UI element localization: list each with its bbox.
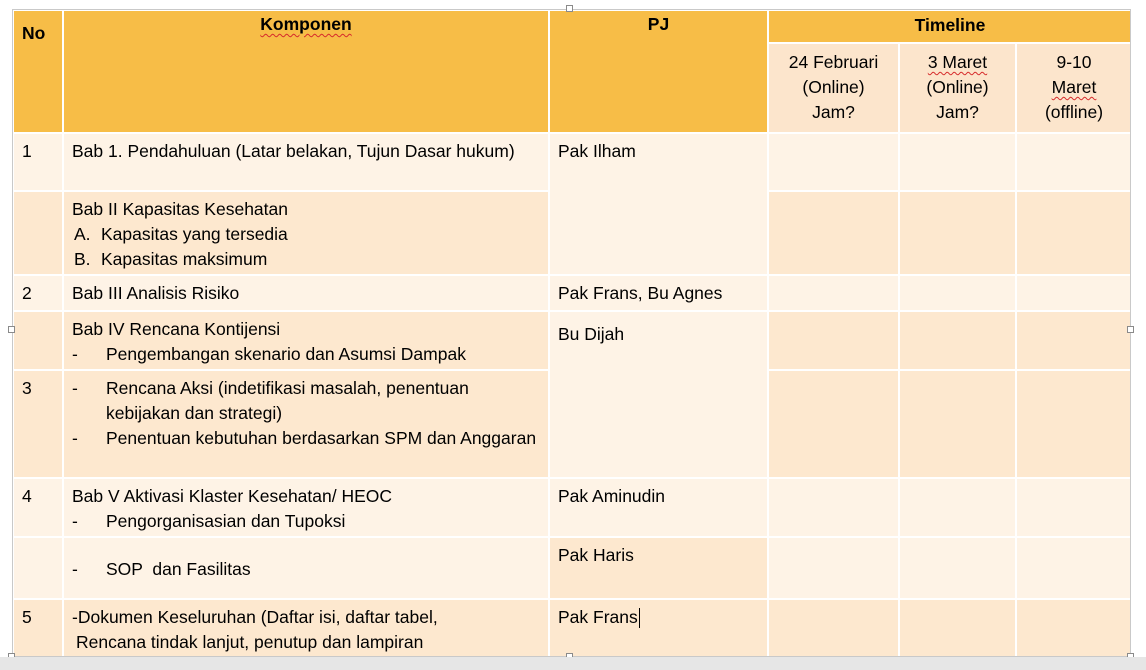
header-no: No: [13, 10, 63, 133]
row-no: 5: [13, 599, 63, 659]
pj-cell[interactable]: Bu Dijah: [549, 311, 768, 478]
window-bottom-edge: [0, 657, 1146, 670]
section-title: Bab IV Rencana Kontijensi: [72, 319, 281, 339]
resize-handle-top[interactable]: [566, 5, 573, 12]
table-selection-frame: [12, 9, 1131, 657]
list-item: - SOP dan Fasilitas: [72, 559, 251, 579]
pj-cell[interactable]: Pak Ilham: [549, 133, 768, 275]
resize-handle-left[interactable]: [8, 326, 15, 333]
pj-cell[interactable]: Pak Frans, Bu Agnes: [549, 275, 768, 311]
komponen-cell[interactable]: -Dokumen Keseluruhan (Daftar isi, daftar tabel, Rencana tindak lanjut, penutup dan lampiran: [63, 599, 549, 659]
list-item: - Pengembangan skenario dan Asumsi Dampak: [72, 344, 466, 364]
section-title: Bab V Aktivasi Klaster Kesehatan/ HEOC: [72, 486, 393, 506]
header-timeline: Timeline: [768, 10, 1132, 43]
komponen-cell[interactable]: Bab 1. Pendahuluan (Latar belakan, Tujun Dasar hukum): [63, 133, 549, 191]
header-pj: PJ: [549, 10, 768, 133]
list-item: - Rencana Aksi (indetifikasi masalah, penentuan kebijakan dan strategi): [72, 378, 469, 423]
list-item: - Pengorganisasian dan Tupoksi: [72, 511, 346, 531]
resize-handle-right[interactable]: [1127, 326, 1134, 333]
header-date-1: 24 Februari (Online) Jam?: [768, 43, 899, 133]
row-no: 1: [13, 133, 63, 191]
row-no: 4: [13, 478, 63, 537]
pj-cell[interactable]: Pak Haris: [549, 537, 768, 599]
row-no: 2: [13, 275, 63, 311]
row-no: 3: [13, 370, 63, 478]
pj-cell[interactable]: Pak Frans: [549, 599, 768, 659]
list-item: - Penentuan kebutuhan berdasarkan SPM dan Anggaran: [72, 428, 537, 448]
section-title: Bab II Kapasitas Kesehatan: [72, 199, 288, 219]
pj-cell[interactable]: Pak Aminudin: [549, 478, 768, 537]
header-komponen: Komponen: [63, 10, 549, 133]
list-item: A. Kapasitas yang tersedia: [74, 224, 288, 244]
list-item: B. Kapasitas maksimum: [74, 249, 268, 269]
header-date-3: 9-10 Maret (offline): [1016, 43, 1132, 133]
header-date-2: 3 Maret (Online) Jam?: [899, 43, 1016, 133]
komponen-cell[interactable]: Bab III Analisis Risiko: [63, 275, 549, 311]
